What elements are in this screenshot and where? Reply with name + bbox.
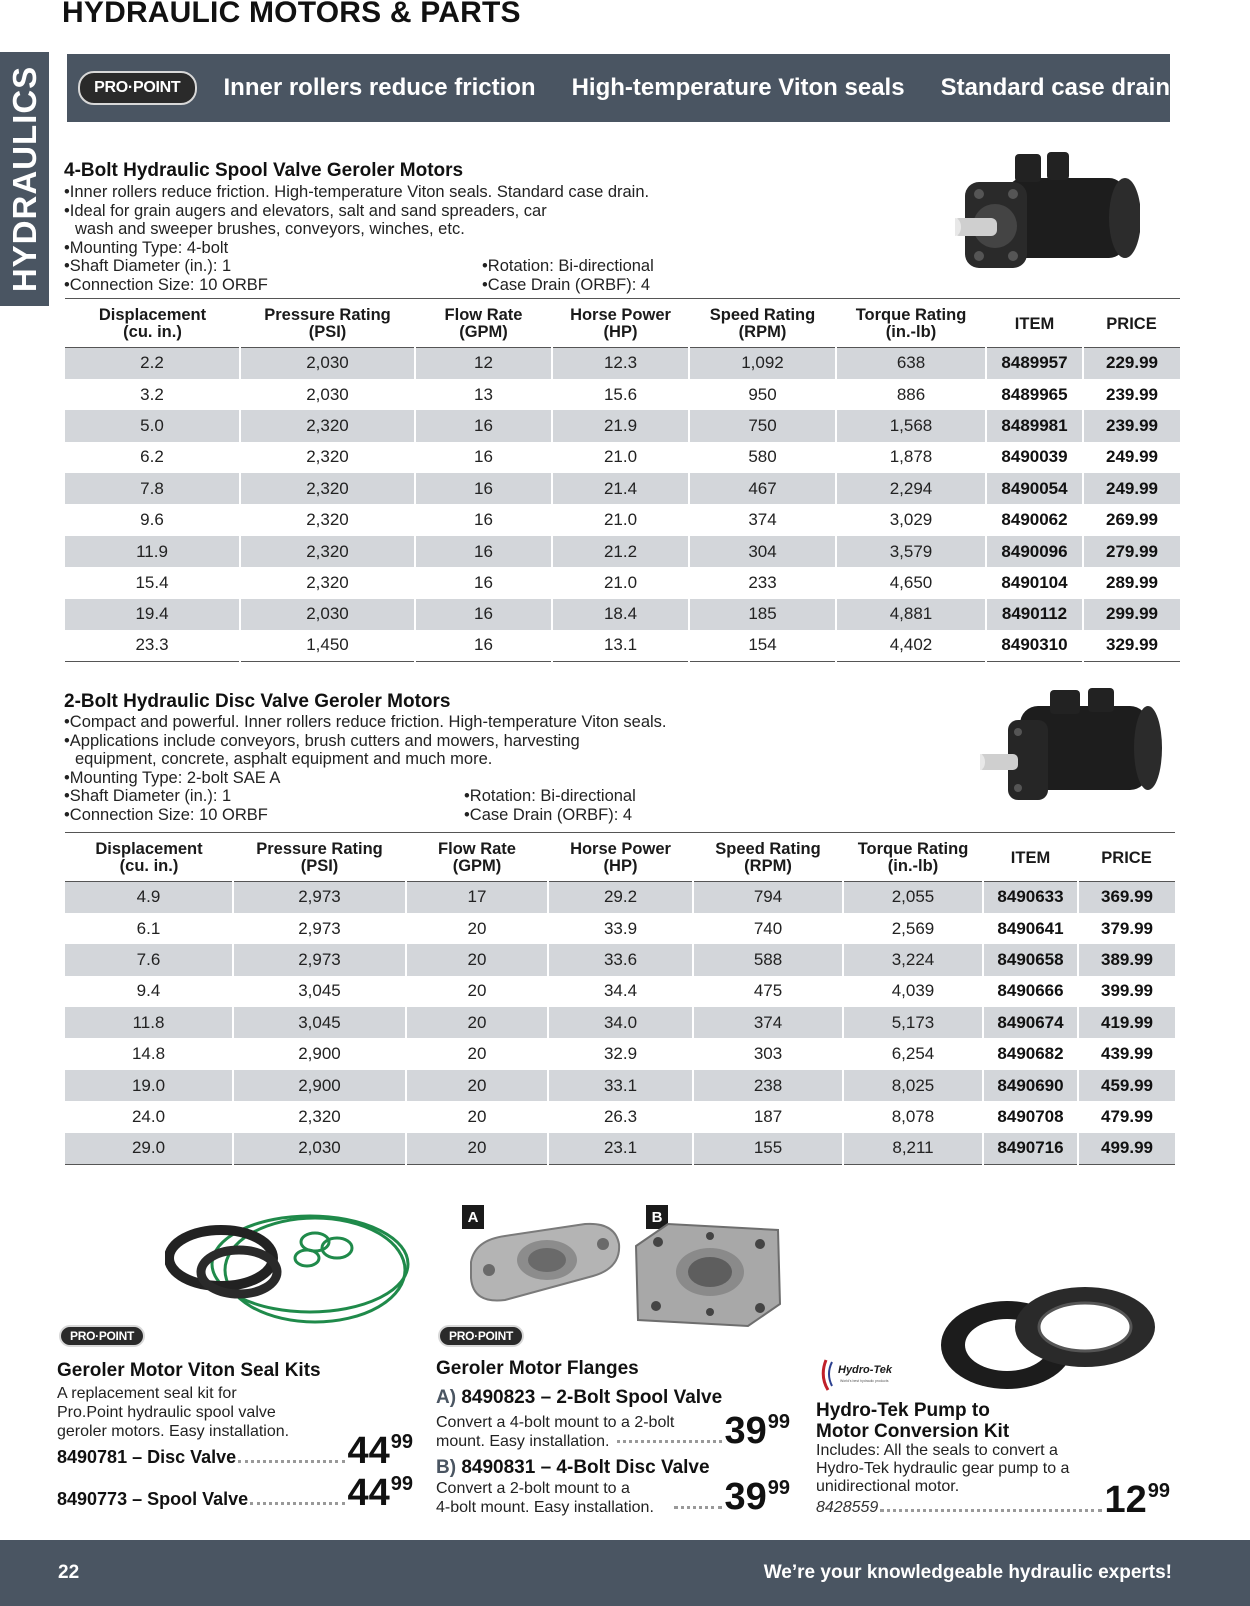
- page-title: HYDRAULIC MOTORS & PARTS: [62, 0, 521, 29]
- col-header: Displacement (cu. in.): [65, 833, 233, 882]
- product-title: 2-Bolt Hydraulic Disc Valve Geroler Motors: [64, 691, 451, 712]
- table-cell: 16: [415, 442, 552, 473]
- col-header: Speed Rating (RPM): [693, 833, 843, 882]
- flange-b-image: [628, 1216, 788, 1331]
- table-cell: 8489957: [986, 348, 1083, 379]
- price: 44 99: [347, 1472, 413, 1514]
- table-cell: 29.2: [548, 882, 693, 913]
- bullet: •Applications include conveyors, brush cutters and mowers, harvesting: [64, 731, 580, 750]
- table-cell: 419.99: [1078, 1007, 1175, 1038]
- col-header: Flow Rate (GPM): [406, 833, 548, 882]
- conversion-seal-image: [935, 1283, 1160, 1398]
- table-cell: 303: [693, 1038, 843, 1069]
- product-title: Geroler Motor Flanges: [436, 1358, 639, 1379]
- table-cell: 20: [406, 1133, 548, 1164]
- table-cell: 33.1: [548, 1070, 693, 1101]
- table-cell: 3,045: [233, 1007, 406, 1038]
- hydro-tek-logo: [818, 1356, 908, 1392]
- table-cell: 32.9: [548, 1038, 693, 1069]
- bullet: •Compact and powerful. Inner rollers reduce friction. High-temperature Viton seals.: [64, 713, 667, 731]
- col-header: Torque Rating (in.-lb): [836, 299, 986, 348]
- pro-point-logo: PRO·POINT: [438, 1325, 524, 1347]
- table-cell: 4,650: [836, 567, 986, 598]
- table-cell: 5,173: [843, 1007, 983, 1038]
- table-cell: 18.4: [552, 599, 689, 630]
- bullet: •Shaft Diameter (in.): 1: [64, 257, 232, 275]
- table-cell: 8489965: [986, 379, 1083, 410]
- table-cell: 155: [693, 1133, 843, 1164]
- table-cell: 9.4: [65, 976, 233, 1007]
- table-cell: 21.0: [552, 442, 689, 473]
- table-cell: 8490716: [983, 1133, 1078, 1164]
- table-cell: 8490641: [983, 913, 1078, 944]
- bullet: •Mounting Type: 4-bolt: [64, 238, 229, 257]
- table-row: [65, 976, 1175, 1007]
- table-cell: 16: [415, 567, 552, 598]
- table-cell: 750: [689, 410, 836, 441]
- table-cell: 374: [689, 504, 836, 535]
- table-cell: 2,320: [233, 1101, 406, 1132]
- banner-feature: Inner rollers reduce friction: [223, 74, 536, 101]
- table-cell: 13.1: [552, 630, 689, 661]
- table-cell: 369.99: [1078, 882, 1175, 913]
- table-cell: 2,030: [240, 599, 415, 630]
- col-header: Displacement (cu. in.): [65, 299, 240, 348]
- table-cell: 8490682: [983, 1038, 1078, 1069]
- table-cell: 21.2: [552, 536, 689, 567]
- table-cell: 23.3: [65, 630, 240, 661]
- table-cell: 16: [415, 599, 552, 630]
- table-cell: 20: [406, 1038, 548, 1069]
- table-cell: 7.8: [65, 473, 240, 504]
- table-cell: 21.4: [552, 473, 689, 504]
- table-cell: 6.2: [65, 442, 240, 473]
- table-cell: 374: [693, 1007, 843, 1038]
- table-cell: 8490310: [986, 630, 1083, 661]
- table-cell: 34.0: [548, 1007, 693, 1038]
- table-row: [65, 567, 1180, 598]
- table-header-row: [65, 299, 1180, 348]
- bullet: •Case Drain (ORBF): 4: [464, 805, 633, 824]
- price-line: [57, 1474, 413, 1512]
- table-cell: 8490039: [986, 442, 1083, 473]
- footer: [0, 1540, 1250, 1606]
- col-header: Pressure Rating (PSI): [233, 833, 406, 882]
- table-cell: 299.99: [1083, 599, 1180, 630]
- table-row: [65, 536, 1180, 567]
- table-cell: 2,900: [233, 1038, 406, 1069]
- table-cell: 20: [406, 1101, 548, 1132]
- table-cell: 239.99: [1106, 384, 1158, 404]
- product-title: Geroler Motor Viton Seal Kits: [57, 1360, 321, 1381]
- price: 39 99: [724, 1476, 790, 1518]
- table-cell: 8490104: [986, 567, 1083, 598]
- col-header: Torque Rating (in.-lb): [843, 833, 983, 882]
- table-cell: 8490062: [986, 504, 1083, 535]
- col-header: Horse Power (HP): [548, 833, 693, 882]
- table-cell: 4,881: [836, 599, 986, 630]
- table-cell: 3,224: [843, 944, 983, 975]
- table-cell: 2,973: [233, 944, 406, 975]
- price-line: [816, 1481, 1170, 1519]
- disc-motor-image: [980, 680, 1170, 820]
- side-tab-label: HYDRAULICS: [5, 65, 43, 293]
- table-cell: 638: [836, 348, 986, 379]
- table-cell: 1,092: [689, 348, 836, 379]
- table-cell: 20: [406, 913, 548, 944]
- table-cell: 8489981: [986, 410, 1083, 441]
- table-row: [65, 944, 1175, 975]
- option-title: B) 8490831 – 4-Bolt Disc Valve: [436, 1457, 710, 1478]
- table-cell: 20: [406, 1070, 548, 1101]
- col-header: Flow Rate (GPM): [415, 299, 552, 348]
- table-cell: 23.1: [548, 1133, 693, 1164]
- price-line: [672, 1478, 790, 1516]
- table-cell: 8,025: [843, 1070, 983, 1101]
- side-section-tab: [0, 52, 49, 306]
- table-cell: 8,211: [843, 1133, 983, 1164]
- leader-dots: [238, 1460, 345, 1463]
- table-cell: 11.9: [65, 536, 240, 567]
- table-cell: 3,579: [836, 536, 986, 567]
- bullet: •Shaft Diameter (in.): 1: [64, 787, 232, 805]
- table-row: [65, 1007, 1175, 1038]
- table-cell: 2.2: [65, 348, 240, 379]
- table-cell: 479.99: [1101, 1106, 1153, 1126]
- product-bullets: [64, 183, 654, 294]
- table-row: [65, 630, 1180, 661]
- pro-point-logo: PRO·POINT: [78, 71, 197, 105]
- sku-label: 8490773 – Spool Valve: [57, 1489, 249, 1509]
- spool-motor-table: [65, 298, 1180, 662]
- option-description: Convert a 4-bolt mount to a 2-bolt mount. Easy installation.: [436, 1414, 675, 1450]
- table-cell: 2,294: [836, 473, 986, 504]
- table-cell: 8490674: [983, 1007, 1078, 1038]
- option-description: Convert a 2-bolt mount to a 4-bolt mount. Easy installation.: [436, 1480, 654, 1516]
- table-cell: 16: [415, 410, 552, 441]
- table-cell: 21.0: [552, 504, 689, 535]
- table-cell: 2,320: [240, 504, 415, 535]
- bullet: •Case Drain (ORBF): 4: [482, 275, 651, 294]
- table-cell: 475: [693, 976, 843, 1007]
- table-cell: 233: [689, 567, 836, 598]
- table-cell: 16: [415, 536, 552, 567]
- table-cell: 439.99: [1101, 1044, 1153, 1064]
- table-cell: 11.8: [65, 1007, 233, 1038]
- table-cell: 8490658: [983, 944, 1078, 975]
- table-cell: 14.8: [65, 1038, 233, 1069]
- bullet: •Mounting Type: 2-bolt SAE A: [64, 768, 281, 787]
- table-cell: 249.99: [1106, 447, 1158, 467]
- table-cell: 580: [689, 442, 836, 473]
- pro-point-logo: PRO·POINT: [59, 1325, 145, 1347]
- leader-dots: [250, 1502, 345, 1505]
- table-cell: 19.0: [65, 1070, 233, 1101]
- disc-motor-table: [65, 832, 1175, 1165]
- price-line: [615, 1412, 790, 1450]
- price: 39 99: [724, 1410, 790, 1452]
- bullet: •Ideal for grain augers and elevators, salt and sand spreaders, car: [64, 201, 547, 220]
- banner-feature: Standard case drain: [940, 74, 1170, 101]
- table-cell: 1,878: [836, 442, 986, 473]
- table-cell: 15.6: [552, 379, 689, 410]
- table-cell: 15.4: [65, 567, 240, 598]
- table-row: [65, 1070, 1175, 1101]
- col-header: ITEM: [986, 299, 1083, 348]
- table-cell: 794: [693, 882, 843, 913]
- product-title: 4-Bolt Hydraulic Spool Valve Geroler Motors: [64, 160, 464, 181]
- table-cell: 17: [406, 882, 548, 913]
- table-cell: 19.4: [65, 599, 240, 630]
- table-cell: 16: [415, 630, 552, 661]
- bullet: •Connection Size: 10 ORBF: [64, 275, 268, 294]
- table-cell: 6.1: [65, 913, 233, 944]
- banner-feature: High-temperature Viton seals: [571, 74, 905, 101]
- table-cell: 33.9: [548, 913, 693, 944]
- table-cell: 33.6: [548, 944, 693, 975]
- col-header: Speed Rating (RPM): [689, 299, 836, 348]
- table-cell: 3,029: [836, 504, 986, 535]
- table-row: [65, 1133, 1175, 1164]
- table-row: [65, 442, 1180, 473]
- table-cell: 2,030: [240, 379, 415, 410]
- table-cell: 459.99: [1078, 1070, 1175, 1101]
- table-cell: 21.0: [552, 567, 689, 598]
- sku-label: 8490781 – Disc Valve: [57, 1447, 237, 1467]
- table-cell: 2,320: [240, 442, 415, 473]
- table-cell: 6,254: [843, 1038, 983, 1069]
- table-cell: 2,900: [233, 1070, 406, 1101]
- table-cell: 20: [406, 1007, 548, 1038]
- seal-kit-image: [165, 1212, 415, 1337]
- table-cell: 12: [415, 348, 552, 379]
- table-cell: 16: [415, 504, 552, 535]
- table-row: [65, 504, 1180, 535]
- table-cell: 8490690: [983, 1070, 1078, 1101]
- table-cell: 399.99: [1101, 981, 1153, 1001]
- table-cell: 13: [415, 379, 552, 410]
- hydro-tek-tagline: World's best hydraulic products: [840, 1379, 889, 1383]
- table-row: [65, 379, 1180, 410]
- product-title: Hydro-Tek Pump to Motor Conversion Kit: [816, 1400, 1010, 1442]
- table-cell: 2,973: [233, 882, 406, 913]
- table-cell: 34.4: [548, 976, 693, 1007]
- table-cell: 304: [689, 536, 836, 567]
- table-cell: 2,973: [233, 913, 406, 944]
- table-cell: 154: [689, 630, 836, 661]
- bullet: •Inner rollers reduce friction. High-temperature Viton seals. Standard case drain.: [64, 183, 650, 201]
- flange-a-image: [465, 1218, 625, 1310]
- table-cell: 467: [689, 473, 836, 504]
- table-cell: 8490666: [983, 976, 1078, 1007]
- spool-motor-image: [955, 148, 1140, 288]
- table-cell: 12.3: [552, 348, 689, 379]
- table-cell: 2,030: [233, 1133, 406, 1164]
- table-cell: 20: [406, 976, 548, 1007]
- table-cell: 4.9: [65, 882, 233, 913]
- table-cell: 5.0: [65, 410, 240, 441]
- price: 44 99: [347, 1430, 413, 1472]
- table-cell: 499.99: [1078, 1133, 1175, 1164]
- table-cell: 187: [693, 1101, 843, 1132]
- col-header: PRICE: [1078, 833, 1175, 882]
- product-description: A replacement seal kit for Pro.Point hydraulic spool valve geroler motors. Easy installation.: [57, 1385, 290, 1440]
- page-number: 22: [58, 1562, 80, 1583]
- table-header-row: [65, 833, 1175, 882]
- table-cell: 279.99: [1083, 536, 1180, 567]
- features-banner: [67, 54, 1170, 122]
- product-description: Includes: All the seals to convert a Hydro-Tek hydraulic gear pump to a unidirectional motor.: [816, 1442, 1070, 1495]
- table-cell: 8490708: [983, 1101, 1078, 1132]
- table-cell: 2,320: [240, 410, 415, 441]
- table-cell: 239.99: [1083, 410, 1180, 441]
- leader-dots: [674, 1506, 722, 1509]
- bullet: •Rotation: Bi-directional: [482, 257, 654, 275]
- table-cell: 2,055: [843, 882, 983, 913]
- table-cell: 9.6: [65, 504, 240, 535]
- table-row: [65, 1101, 1175, 1132]
- hydro-tek-wordmark: Hydro-Tek: [838, 1364, 892, 1376]
- leader-dots: [617, 1440, 722, 1443]
- table-cell: 588: [693, 944, 843, 975]
- option-title: A) 8490823 – 2-Bolt Spool Valve: [436, 1387, 723, 1408]
- table-cell: 1,568: [836, 410, 986, 441]
- bullet: •Connection Size: 10 ORBF: [64, 805, 268, 824]
- table-cell: 3.2: [65, 379, 240, 410]
- table-cell: 8490112: [986, 599, 1083, 630]
- table-cell: 21.9: [552, 410, 689, 441]
- table-cell: 8490633: [983, 882, 1078, 913]
- table-cell: 249.99: [1083, 473, 1180, 504]
- col-header: Pressure Rating (PSI): [240, 299, 415, 348]
- table-cell: 4,402: [836, 630, 986, 661]
- table-row: [65, 1038, 1175, 1069]
- table-row: [65, 599, 1180, 630]
- col-header: Horse Power (HP): [552, 299, 689, 348]
- table-row: [65, 348, 1180, 379]
- table-cell: 8490054: [986, 473, 1083, 504]
- table-cell: 7.6: [65, 944, 233, 975]
- table-cell: 2,569: [843, 913, 983, 944]
- col-header: PRICE: [1083, 299, 1180, 348]
- table-cell: 2,320: [240, 536, 415, 567]
- table-cell: 2,320: [240, 567, 415, 598]
- table-cell: 329.99: [1106, 635, 1158, 655]
- table-cell: 379.99: [1101, 918, 1153, 938]
- product-bullets: [64, 713, 667, 824]
- sku-label: 8428559: [816, 1499, 879, 1516]
- marker-a: A: [462, 1205, 484, 1229]
- table-row: [65, 473, 1180, 504]
- col-header: ITEM: [983, 833, 1078, 882]
- bullet: equipment, concrete, asphalt equipment and much more.: [75, 750, 493, 768]
- footer-tagline: We’re your knowledgeable hydraulic experts!: [763, 1562, 1172, 1583]
- table-cell: 2,320: [240, 473, 415, 504]
- table-cell: 229.99: [1083, 348, 1180, 379]
- marker-b: B: [646, 1205, 668, 1229]
- table-cell: 3,045: [233, 976, 406, 1007]
- table-cell: 29.0: [65, 1133, 233, 1164]
- table-cell: 24.0: [65, 1101, 233, 1132]
- table-cell: 185: [689, 599, 836, 630]
- table-row: [65, 913, 1175, 944]
- table-cell: 886: [836, 379, 986, 410]
- table-cell: 16: [415, 473, 552, 504]
- table-cell: 20: [406, 944, 548, 975]
- bullet: •Rotation: Bi-directional: [464, 787, 636, 805]
- table-cell: 8490096: [986, 536, 1083, 567]
- table-cell: 269.99: [1106, 510, 1158, 530]
- table-cell: 950: [689, 379, 836, 410]
- table-cell: 2,030: [240, 348, 415, 379]
- table-cell: 289.99: [1106, 572, 1158, 592]
- table-cell: 389.99: [1078, 944, 1175, 975]
- table-cell: 740: [693, 913, 843, 944]
- price: 12 99: [1104, 1479, 1170, 1521]
- table-cell: 1,450: [240, 630, 415, 661]
- table-cell: 8,078: [843, 1101, 983, 1132]
- table-cell: 26.3: [548, 1101, 693, 1132]
- table-row: [65, 882, 1175, 913]
- table-row: [65, 410, 1180, 441]
- table-cell: 4,039: [843, 976, 983, 1007]
- table-cell: 238: [693, 1070, 843, 1101]
- bullet: wash and sweeper brushes, conveyors, winches, etc.: [75, 220, 465, 238]
- price-line: [57, 1432, 413, 1470]
- leader-dots: [880, 1509, 1102, 1512]
